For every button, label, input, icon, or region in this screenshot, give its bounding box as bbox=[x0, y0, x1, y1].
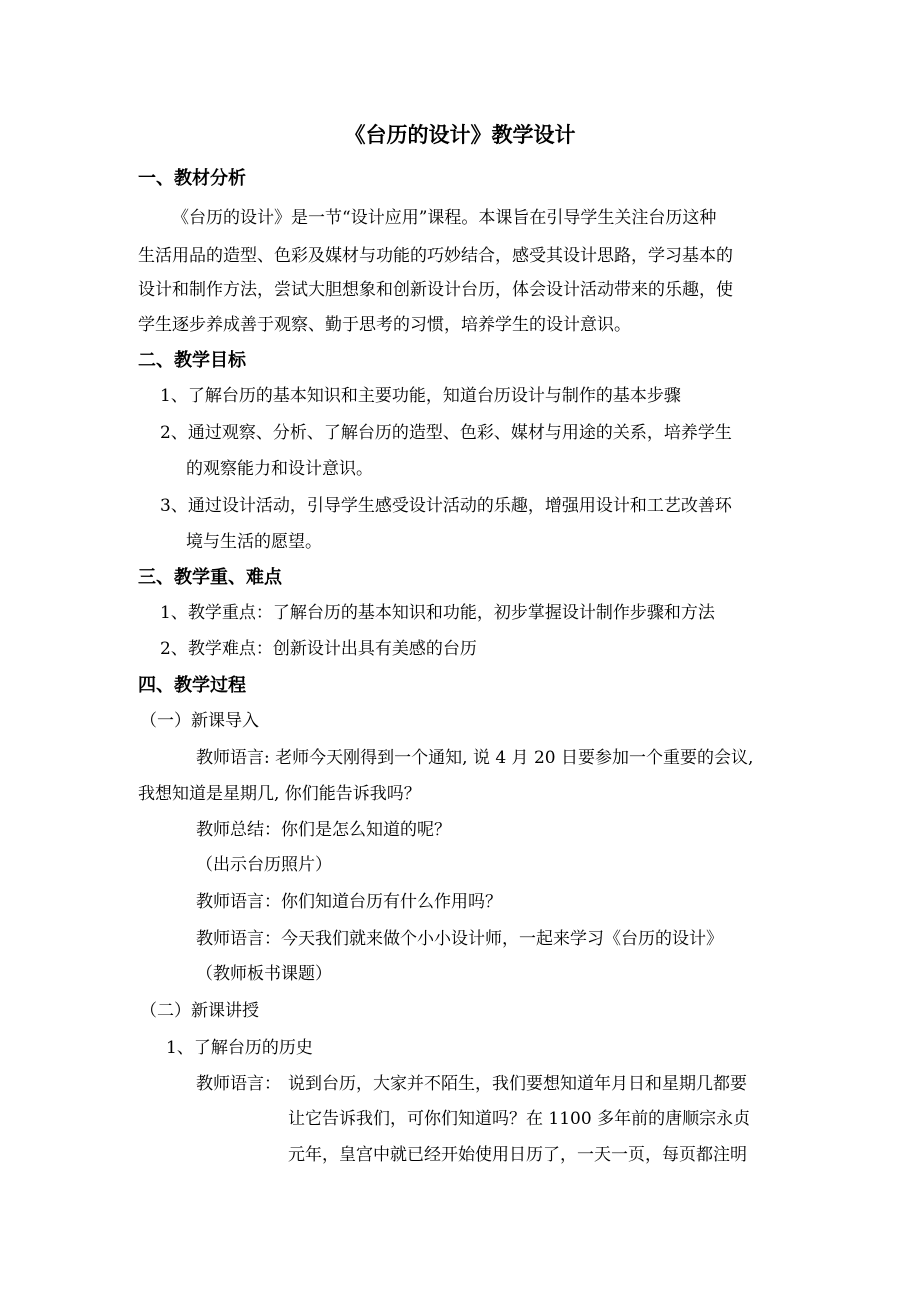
list-item-continuation: 境与生活的愿望。 bbox=[186, 532, 322, 552]
paragraph-line: 学生逐步养成善于观察、勤于思考的习惯，培养学生的设计意识。 bbox=[138, 315, 631, 335]
paragraph-line: 教师语言：今天我们就来做个小小设计师，一起来学习《台历的设计》 bbox=[196, 929, 723, 949]
document-title: 《台历的设计》教学设计 bbox=[344, 122, 576, 147]
section-heading-objectives: 二、教学目标 bbox=[138, 350, 246, 371]
list-item-continuation: 的观察能力和设计意识。 bbox=[186, 459, 373, 479]
paragraph-line: 让它告诉我们，可你们知道吗？在 1100 多年前的唐顺宗永贞 bbox=[288, 1109, 751, 1129]
paragraph-line: 我想知道是星期几, 你们能告诉我吗？ bbox=[138, 784, 421, 804]
paragraph-line: 生活用品的造型、色彩及媒材与功能的巧妙结合，感受其设计思路，学习基本的 bbox=[138, 246, 733, 266]
list-item: 2、教学难点：创新设计出具有美感的台历 bbox=[160, 639, 477, 659]
list-item: 1、了解台历的历史 bbox=[166, 1038, 313, 1058]
paragraph-line: 设计和制作方法，尝试大胆想象和创新设计台历，体会设计活动带来的乐趣，使 bbox=[138, 280, 733, 300]
paragraph-line: 教师总结：你们是怎么知道的呢？ bbox=[196, 820, 451, 840]
list-item: 1、了解台历的基本知识和主要功能，知道台历设计与制作的基本步骤 bbox=[160, 386, 681, 406]
subsection-heading-intro: （一）新课导入 bbox=[140, 711, 259, 731]
paragraph-line: 《台历的设计》是一节“设计应用”课程。本课旨在引导学生关注台历这种 bbox=[172, 208, 717, 228]
speaker-label: 教师语言： bbox=[196, 1074, 281, 1094]
paragraph-line: 教师语言：你们知道台历有什么作用吗？ bbox=[196, 892, 502, 912]
paragraph-line: 说到台历，大家并不陌生，我们要想知道年月日和星期几都要 bbox=[288, 1074, 747, 1094]
list-item: 2、通过观察、分析、了解台历的造型、色彩、媒材与用途的关系，培养学生 bbox=[160, 423, 732, 443]
paragraph-line: （出示台历照片） bbox=[196, 855, 332, 875]
list-item: 3、通过设计活动，引导学生感受设计活动的乐趣，增强用设计和工艺改善环 bbox=[160, 496, 732, 516]
section-heading-materials: 一、教材分析 bbox=[138, 168, 246, 189]
paragraph-line: 元年，皇宫中就已经开始使用日历了，一天一页，每页都注明 bbox=[288, 1145, 747, 1165]
section-heading-key-points: 三、教学重、难点 bbox=[138, 567, 282, 588]
subsection-heading-lesson: （二）新课讲授 bbox=[140, 1001, 259, 1021]
paragraph-line: （教师板书课题） bbox=[196, 964, 332, 984]
paragraph-line: 教师语言: 老师今天刚得到一个通知, 说 4 月 20 日要参加一个重要的会议, bbox=[196, 748, 754, 768]
list-item: 1、教学重点：了解台历的基本知识和功能，初步掌握设计制作步骤和方法 bbox=[160, 603, 715, 623]
section-heading-process: 四、教学过程 bbox=[138, 675, 246, 696]
